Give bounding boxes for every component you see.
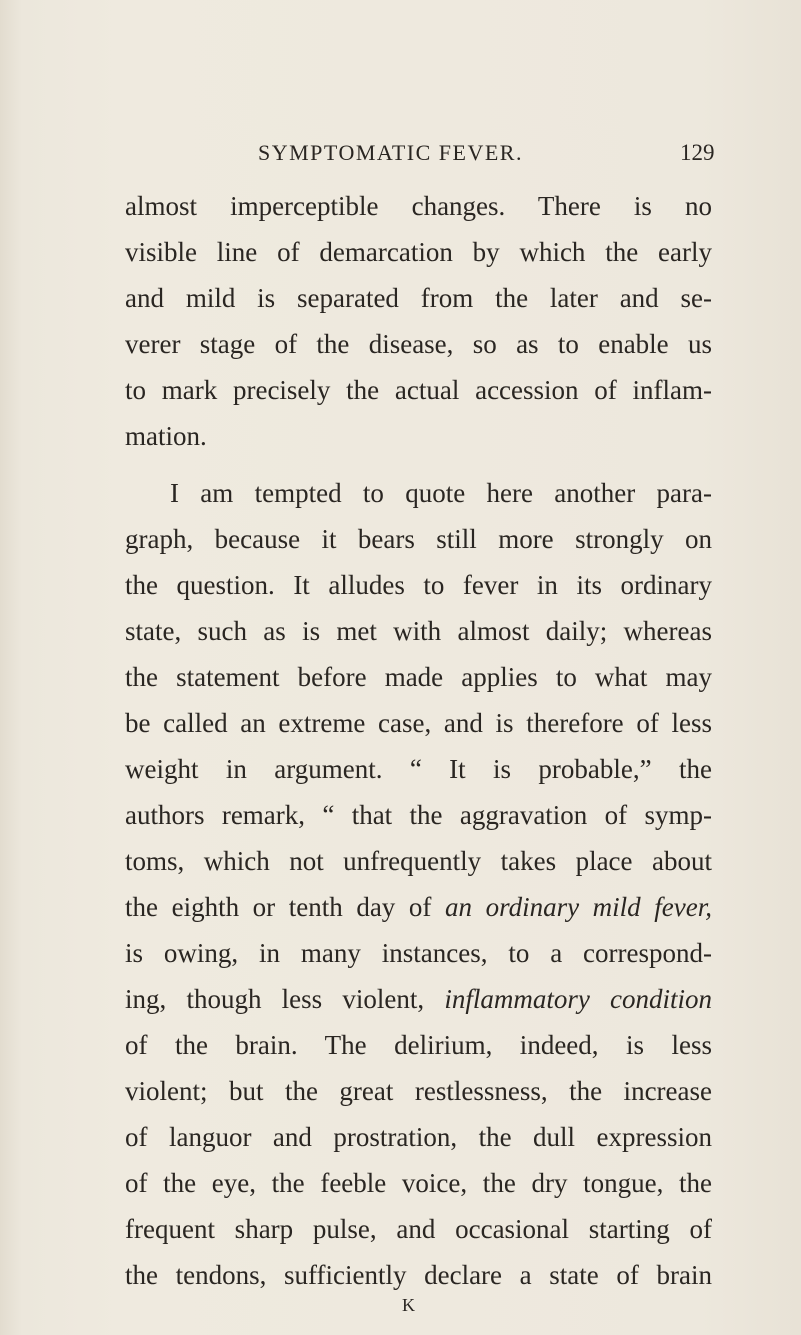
text-run: the eighth or tenth day of [125, 892, 445, 922]
text-line-with-italic [125, 981, 712, 1017]
text-line: and mild is separated from the later and se- [125, 283, 712, 313]
text-line-with-italic [125, 889, 712, 925]
text-line: authors remark, “ that the aggravation of symp- [125, 800, 712, 830]
signature-mark: K [402, 1295, 416, 1315]
text-line: violent; but the great restlessness, the increase [125, 1076, 712, 1106]
text-line: is owing, in many instances, to a correspond- [125, 938, 712, 968]
text-line: almost imperceptible changes. There is no [125, 191, 712, 221]
text-line: toms, which not unfrequently takes place about [125, 846, 712, 876]
text-line: I am tempted to quote here another para- [170, 478, 712, 508]
italic-phrase: an ordinary mild fever, [445, 892, 712, 922]
text-line: verer stage of the disease, so as to enable us [125, 329, 712, 359]
text-line: state, such as is met with almost daily; whereas [125, 616, 712, 646]
text-line: visible line of demarcation by which the early [125, 237, 712, 267]
text-line: the statement before made applies to what may [125, 662, 712, 692]
text-line: frequent sharp pulse, and occasional starting of [125, 1214, 712, 1244]
text-line: weight in argument. “ It is probable,” the [125, 754, 712, 784]
text-line: be called an extreme case, and is therefore of less [125, 708, 712, 738]
italic-phrase: inflammatory condition [444, 984, 712, 1014]
text-line: graph, because it bears still more strongly on [125, 524, 712, 554]
page-number: 129 [680, 140, 715, 165]
text-run: ing, though less violent, [125, 984, 445, 1014]
running-title: SYMPTOMATIC FEVER. [258, 140, 523, 165]
text-line: of the brain. The delirium, indeed, is less [125, 1030, 712, 1060]
text-line: to mark precisely the actual accession of inflam- [125, 375, 712, 405]
text-line: mation. [125, 421, 207, 451]
text-line: the tendons, sufficiently declare a state of brain [125, 1260, 712, 1290]
text-line: of languor and prostration, the dull expression [125, 1122, 712, 1152]
text-line: of the eye, the feeble voice, the dry tongue, the [125, 1168, 712, 1198]
text-line: the question. It alludes to fever in its ordinary [125, 570, 712, 600]
